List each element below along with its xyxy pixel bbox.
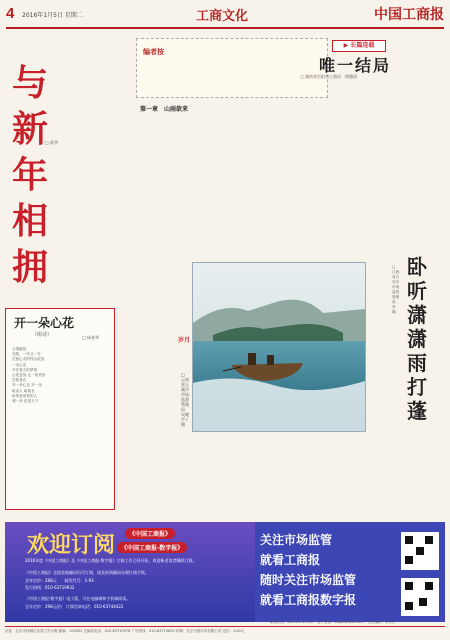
poem-lines: 心情疑是 光阴，一年又一年 在我心灵的枝头绽放 一朵心花 开在春天的梦里 心花怒放 让一切美好 在我身边 开一朵心花 开一朵 给亲人 给朋友 给所有爱我的人 城一朵 花是天下: [12, 347, 46, 404]
ad-slogan: 就看工商报数字报: [260, 593, 357, 607]
center-body-col-1: [136, 112, 192, 257]
boat-photo-image: [193, 263, 365, 431]
ad-line: 《中国工商报》全国各地邮局均可订阅，请及时到邮局办理订阅手续。: [25, 570, 149, 575]
right-article-byline: □ 江西省吉安市市场监督管理局 李 娜: [392, 265, 400, 314]
ad-slogan: 关注市场监管: [260, 533, 333, 547]
ad-welcome-title: 欢迎订阅: [27, 532, 116, 558]
editor-note-label: 编者按: [143, 47, 164, 56]
qr-code-icon: [401, 532, 439, 570]
masthead-logo: 中国工商报: [374, 7, 444, 23]
boat-photo: [192, 262, 366, 432]
poem-author: □ 杨春华: [82, 335, 100, 340]
ad-line: 2016年度《中国工商报》及《中国工商报·数字报》订阅工作已经开始，欢迎新老读者踊跃订阅。: [25, 558, 197, 563]
center-body-col-3: [258, 100, 314, 257]
right-article-title: 卧 听 潇 潇 雨 打 蓬: [407, 255, 427, 423]
center-body-col-7: [192, 434, 364, 517]
center-article-title: 唯一结局: [318, 56, 391, 75]
footer-address: 社址：北京市西城区宣武门外大街 邮编：100052 总编室电话：010-63719978 广告热线：010-63719850 印刷：北京日报印务有限公司 定价：1.00元: [5, 626, 445, 634]
ad-line: 全年定价：288元 邮发代号：1-93: [25, 578, 94, 583]
serial-banner: ▶ 长篇连载: [332, 40, 386, 52]
poem-title: 开一朵心花: [14, 316, 75, 330]
center-body-col-8: [368, 262, 390, 517]
ad-slogan: 就看工商报: [260, 553, 321, 567]
page-header: [6, 5, 444, 29]
left-article-title: 与 新 年 相 拥: [12, 62, 49, 288]
center-body-col-6: [136, 262, 176, 517]
center-body-col-5: [382, 100, 444, 250]
left-article-byline: □ 薛华: [45, 140, 59, 145]
ad-line: 全年定价：298元/份 订阅咨询电话：010-63744422: [25, 604, 124, 609]
photo-caption: □ 云南省玉溪市市场监督管理局 吴晓宇 / 摄: [181, 372, 189, 427]
chapter-heading: 第一章 山雨欲来: [140, 106, 189, 113]
footer-hotline: 新闻热线：010-63719920 电子信箱：zhgsb@sina.com 责任编辑：李东庆: [270, 620, 396, 624]
page-number: 4: [6, 5, 15, 22]
qr-code-icon: [401, 578, 439, 616]
left-article-body-col-1: [58, 40, 128, 250]
issue-date: 2016年1月5日 星期二: [22, 12, 83, 19]
center-body-col-4: [318, 100, 378, 257]
poem-subtitle: （组诗）: [32, 332, 53, 338]
ad-line: 发行热线：010-63719932: [25, 585, 75, 590]
center-article-byline: □ 湖南省岳阳市工商局 徐德清: [300, 74, 358, 79]
ad-pill-print: 《中国工商报》: [125, 528, 175, 539]
ad-line: 《中国工商报·数字报》电子版，可在电脑端和手机端阅读。: [25, 596, 131, 601]
ad-slogan: 随时关注市场监管: [260, 573, 357, 587]
center-body-col-2: [198, 100, 254, 257]
ad-left-panel: [5, 522, 255, 622]
ad-pill-digital: 《中国工商报·数字报》: [117, 542, 187, 553]
poem-box: [5, 308, 115, 510]
photo-section-tag: 岁月: [178, 337, 191, 344]
subscription-ad: [5, 522, 445, 622]
section-title: 工商文化: [196, 9, 249, 24]
left-article-body-col-2: [8, 252, 128, 302]
